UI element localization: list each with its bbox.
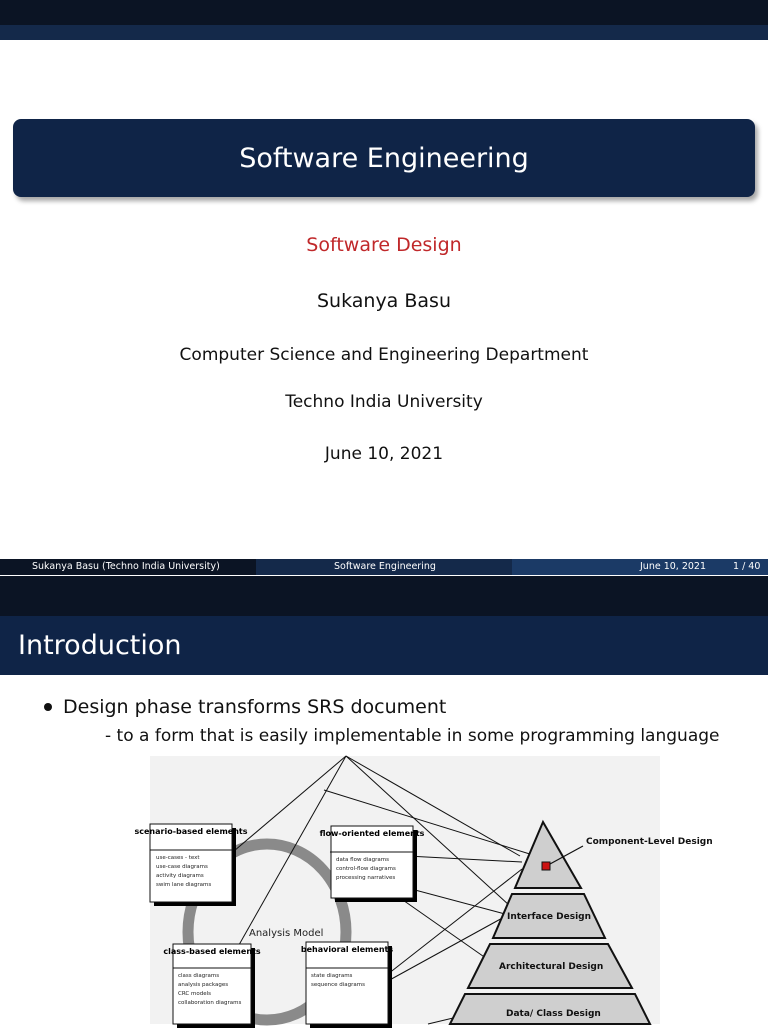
scenario-based-box (135, 824, 248, 906)
scenario-item: use-cases - text (156, 855, 200, 861)
footer-author: Sukanya Basu (Techno India University) (32, 561, 220, 572)
class-item: class diagrams (178, 973, 220, 979)
slide-header-strip (0, 576, 768, 616)
sub-bullet-text: - to a form that is easily implementable in some programming language (105, 726, 720, 746)
pyramid-component-level (515, 822, 581, 888)
class-item: analysis packages (178, 982, 229, 988)
frame-title: Introduction (18, 630, 182, 661)
behavioral-item: state diagrams (311, 973, 353, 979)
footer-center-section (256, 559, 512, 575)
interface-design-label: Interface Design (507, 912, 592, 922)
frame-title-bar (0, 616, 768, 675)
analysis-model-label: Analysis Model (249, 928, 324, 939)
bullet-icon (44, 703, 52, 711)
design-pyramid (450, 822, 650, 1024)
scenario-title: scenario-based elements (134, 827, 248, 836)
footer-title: Software Engineering (334, 561, 436, 572)
component-marker-icon (542, 862, 550, 870)
class-title: class-based elements (163, 947, 261, 956)
analysis-design-diagram (134, 756, 713, 1024)
component-level-label: Component-Level Design (586, 837, 713, 847)
footer-right-section (512, 559, 768, 575)
class-item: CRC models (178, 991, 211, 997)
class-based-box (163, 944, 260, 1028)
diagram-svg (134, 756, 713, 1024)
slide-footer (0, 559, 768, 575)
behavioral-box (301, 942, 393, 1028)
page-number: 1 / 40 (733, 561, 761, 572)
scenario-item: use-case diagrams (156, 864, 208, 870)
presentation-date: June 10, 2021 (324, 444, 444, 464)
flow-title: flow-oriented elements (319, 829, 425, 838)
data-class-design-label: Data/ Class Design (506, 1009, 601, 1019)
scenario-item: activity diagrams (156, 873, 204, 879)
slide-subtitle: Software Design (306, 234, 462, 256)
title-box (13, 119, 755, 197)
flow-item: data flow diagrams (336, 857, 389, 863)
scenario-item: swim lane diagrams (156, 882, 212, 888)
behavioral-item: sequence diagrams (311, 982, 365, 988)
flow-oriented-box (320, 826, 425, 902)
flow-item: control-flow diagrams (336, 866, 396, 872)
author-name: Sukanya Basu (316, 290, 451, 312)
footer-date: June 10, 2021 (640, 561, 707, 572)
bullet-text: Design phase transforms SRS document (63, 696, 447, 718)
architectural-design-label: Architectural Design (499, 962, 604, 972)
behavioral-title: behavioral elements (300, 945, 394, 954)
department-name: Computer Science and Engineering Department (179, 345, 589, 365)
slide-header-strip (0, 0, 768, 40)
university-name: Techno India University (285, 392, 483, 412)
flow-item: processing narratives (336, 875, 396, 881)
introduction-slide (0, 576, 768, 1024)
class-item: collaboration diagrams (178, 1000, 242, 1006)
slide-title: Software Engineering (239, 142, 529, 174)
footer-left-section (0, 559, 256, 575)
